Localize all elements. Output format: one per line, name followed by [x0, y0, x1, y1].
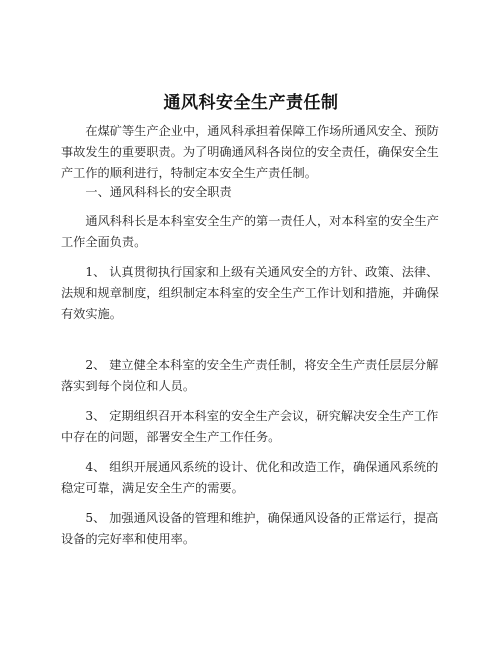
- duty-item-5: 5、 加强通风设备的管理和维护，确保通风设备的正常运行，提高设备的完好率和使用率。: [61, 511, 439, 546]
- duty-item-4: 4、 组织开展通风系统的设计、优化和改造工作，确保通风系统的稳定可靠，满足安全生产的需要。: [61, 460, 439, 495]
- section-heading-director-duties: 一、通风科科长的安全职责: [85, 185, 232, 199]
- duty-item-2: 2、 建立健全本科室的安全生产责任制，将安全生产责任层层分解落实到每个岗位和人员。: [61, 358, 439, 393]
- duty-item-3: 3、 定期组织召开本科室的安全生产会议，研究解决安全生产工作中存在的问题，部署安全生产工作任务。: [61, 409, 439, 444]
- intro-paragraph: 在煤矿等生产企业中，通风科承担着保障工作场所通风安全、预防事故发生的重要职责。为了明确通风科各岗位的安全责任，确保安全生产工作的顺利进行，特制定本安全生产责任制。: [61, 124, 439, 180]
- duty-item-1: 1、 认真贯彻执行国家和上级有关通风安全的方针、政策、法律、法规和规章制度，组织制定本科室的安全生产工作计划和措施，并确保有效实施。: [61, 265, 439, 321]
- document-title: 通风科安全生产责任制: [163, 93, 339, 113]
- director-overview-paragraph: 通风科科长是本科室安全生产的第一责任人，对本科室的安全生产工作全面负责。: [61, 214, 439, 249]
